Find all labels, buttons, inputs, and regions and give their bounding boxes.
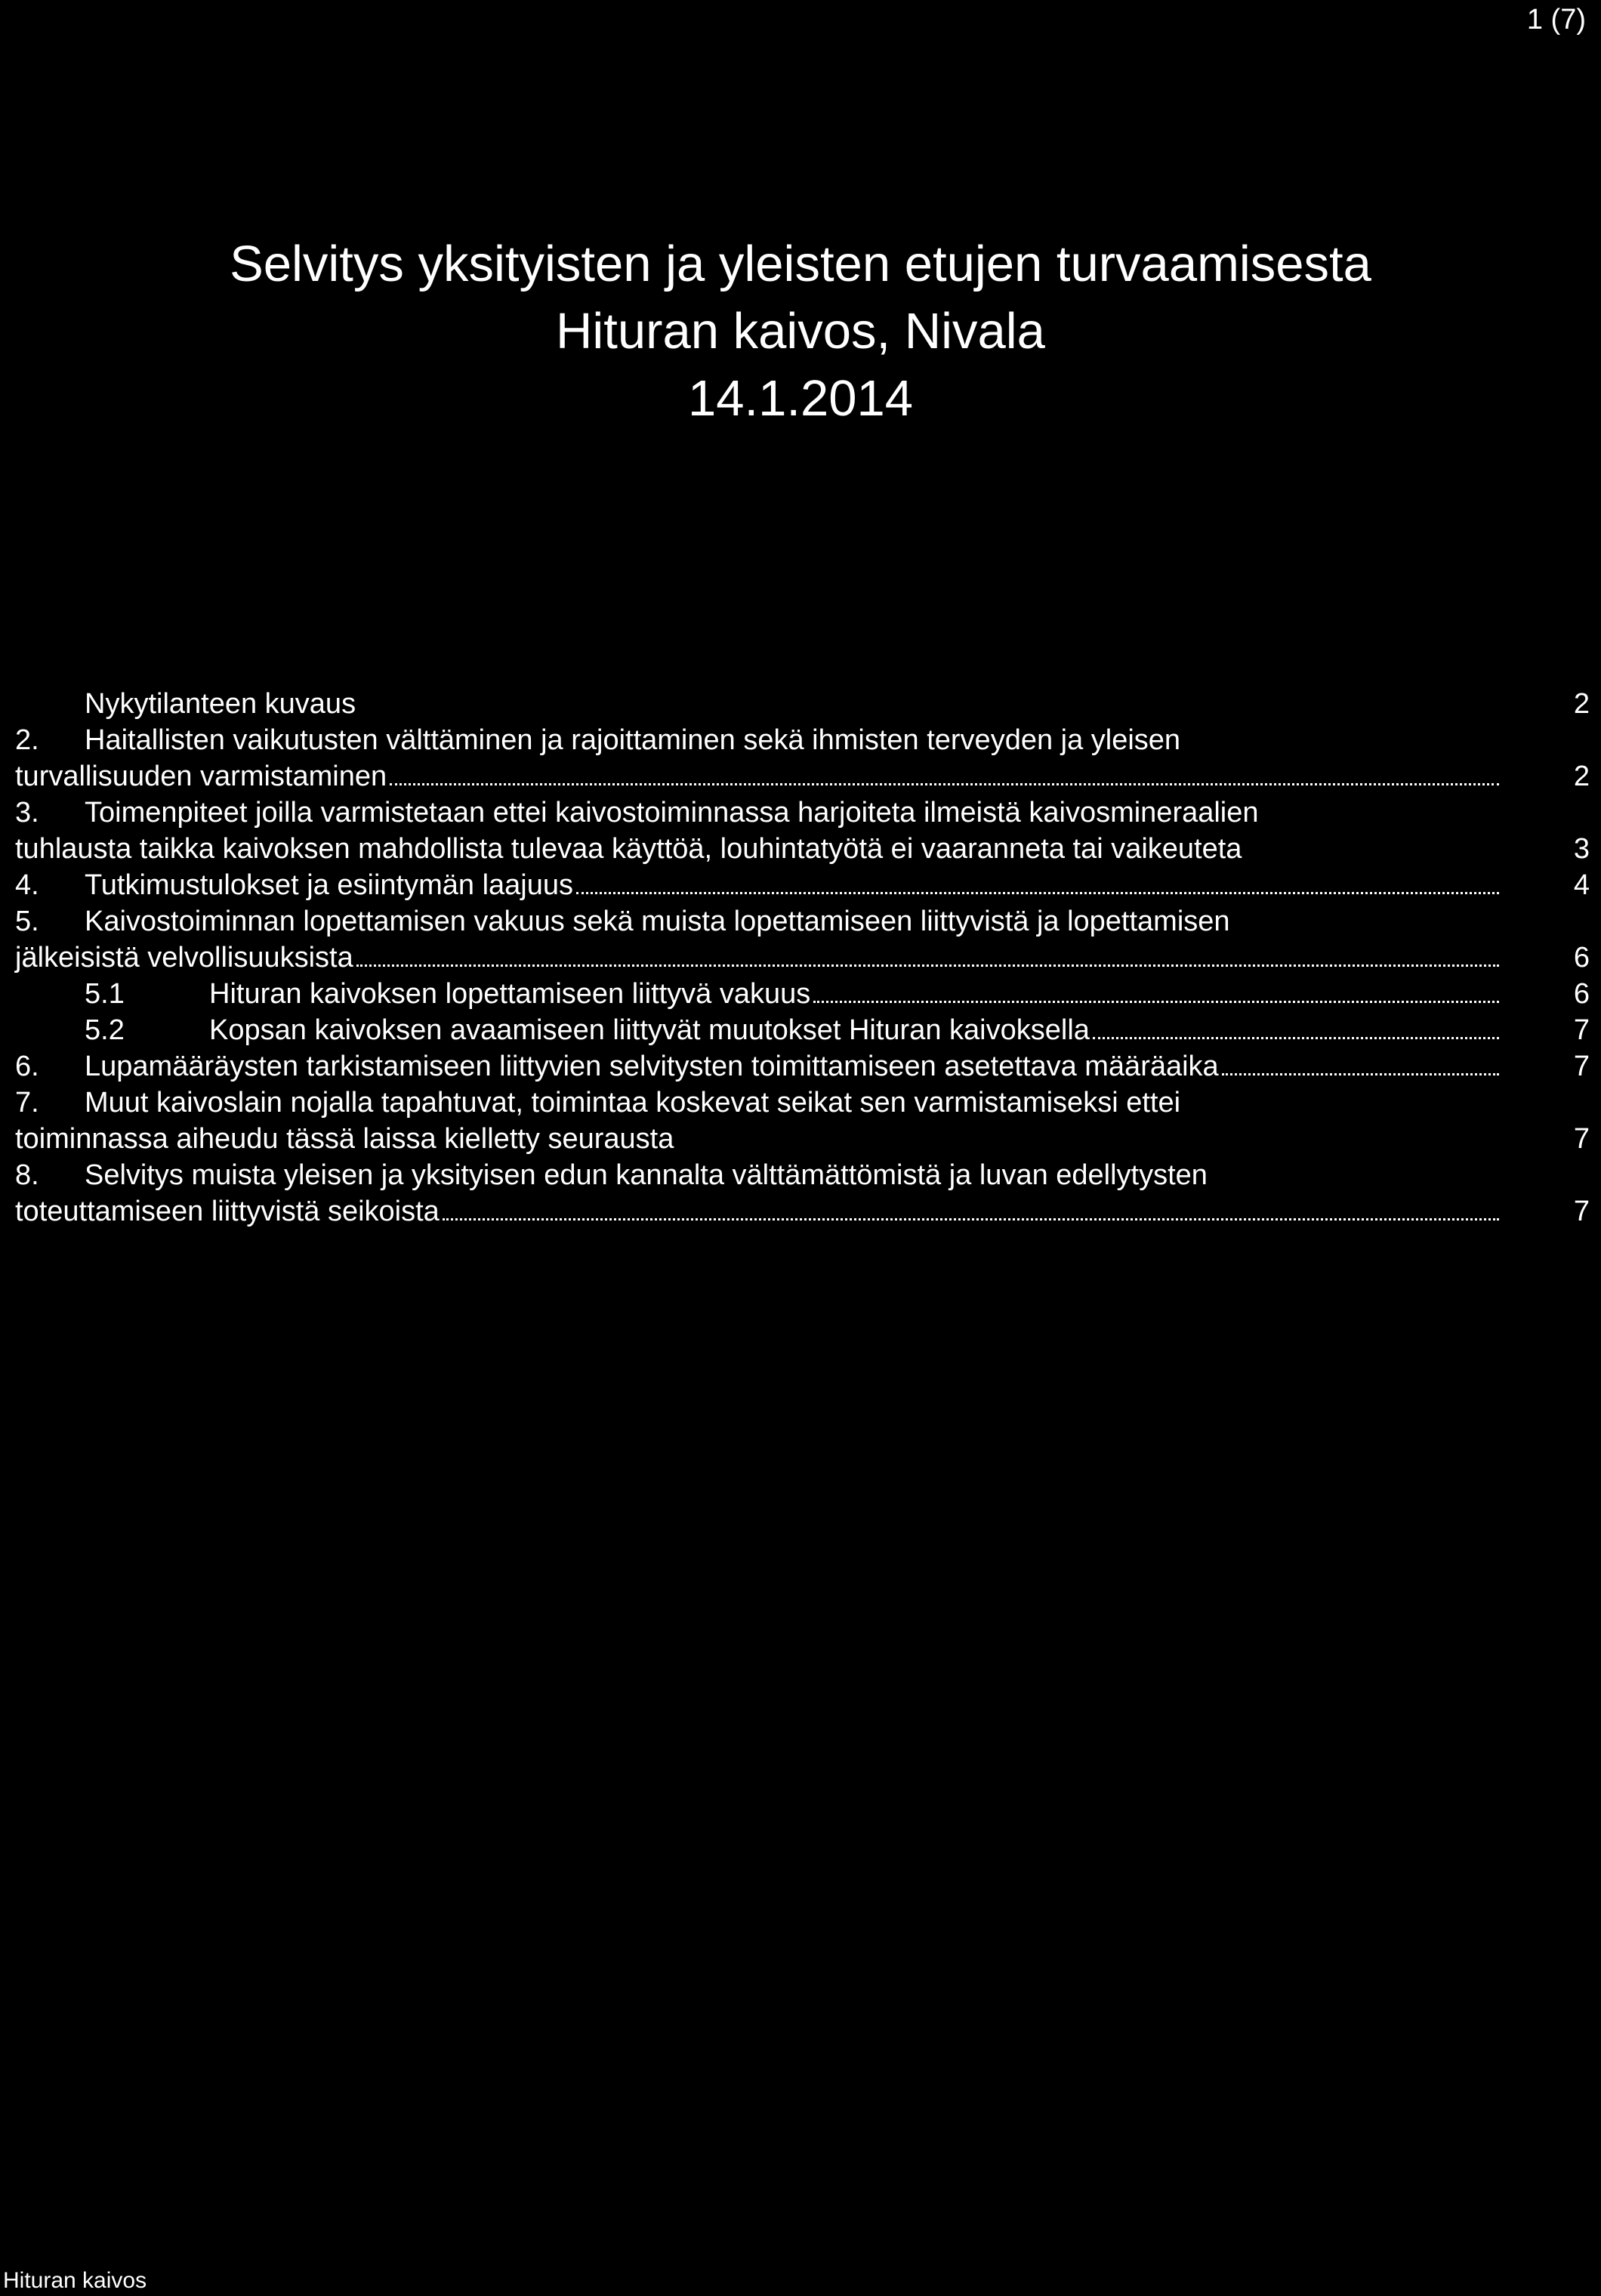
- toc-entry-title: Tutkimustulokset ja esiintymän laajuus: [85, 869, 573, 901]
- dot-leader: [576, 892, 1499, 894]
- toc-entry-number: 4.: [15, 869, 39, 901]
- toc-entry-8[interactable]: [15, 1157, 1590, 1230]
- toc-entry-number: 5.2: [85, 1014, 125, 1046]
- page-indicator: 1 (7): [1526, 4, 1586, 35]
- toc-entry-title: Selvitys muista yleisen ja yksityisen edun kannalta välttämättömistä ja luvan edellytysten: [85, 1159, 1208, 1191]
- toc-entry-title-continued: toiminnassa aiheudu tässä laissa kielletty seurausta: [15, 1123, 674, 1155]
- toc-entry-6[interactable]: [15, 1048, 1590, 1085]
- toc-entry-4[interactable]: [15, 867, 1590, 903]
- toc-entry-title: Nykytilanteen kuvaus: [85, 688, 356, 720]
- title-line-2: Hituran kaivos, Nivala: [556, 303, 1045, 360]
- toc-entry-title-continued: turvallisuuden varmistaminen: [15, 761, 387, 792]
- toc-entry-title-continued: toteuttamiseen liittyvistä seikoista: [15, 1196, 440, 1227]
- toc-entry-page: 7: [1573, 1196, 1590, 1227]
- toc-entry-title-continued: tuhlausta taikka kaivoksen mahdollista tulevaa käyttöä, louhintatyötä ei vaaranneta tai vaikeuteta: [15, 833, 1242, 865]
- toc-entry-page: 6: [1573, 978, 1590, 1010]
- toc-entry-page: 7: [1573, 1123, 1590, 1155]
- toc-entry-page: 3: [1573, 833, 1590, 865]
- toc-entry-title: Lupamääräysten tarkistamiseen liittyvien selvitysten toimittamiseen asetettava määräaika: [85, 1051, 1219, 1082]
- toc-entry-title: Kopsan kaivoksen avaamiseen liittyvät muutokset Hituran kaivoksella: [209, 1014, 1090, 1046]
- toc-entry-page: 4: [1573, 869, 1590, 901]
- toc-entry-title: Hituran kaivoksen lopettamiseen liittyvä vakuus: [209, 978, 811, 1010]
- toc-entry-number: 6.: [15, 1051, 39, 1082]
- dot-leader: [813, 1001, 1499, 1003]
- toc-entry-5[interactable]: [15, 903, 1590, 976]
- toc-entry-title-continued: jälkeisistä velvollisuuksista: [15, 942, 353, 974]
- toc-entry-page: 2: [1573, 761, 1590, 792]
- dot-leader: [356, 964, 1499, 967]
- toc-entry-page: 2: [1573, 688, 1590, 720]
- toc-entry-number: 5.: [15, 906, 39, 937]
- table-of-contents: [15, 686, 1590, 1230]
- dot-leader: [390, 783, 1499, 785]
- toc-entry-2[interactable]: [15, 722, 1590, 795]
- toc-entry-page: 7: [1573, 1014, 1590, 1046]
- footer-text: Hituran kaivos: [3, 2268, 147, 2293]
- toc-entry-number: 8.: [15, 1159, 39, 1191]
- toc-entry-title: Haitallisten vaikutusten välttäminen ja rajoittaminen sekä ihmisten terveyden ja yleisen: [85, 724, 1181, 756]
- title-line-3: 14.1.2014: [687, 370, 914, 427]
- toc-entry-page: 6: [1573, 942, 1590, 974]
- toc-entry-number: 3.: [15, 797, 39, 829]
- title-line-1: Selvitys yksityisten ja yleisten etujen turvaamisesta: [230, 236, 1371, 292]
- dot-leader: [443, 1218, 1499, 1221]
- toc-entry-title: Muut kaivoslain nojalla tapahtuvat, toimintaa koskevat seikat sen varmistamiseksi ettei: [85, 1087, 1181, 1119]
- toc-entry-7[interactable]: [15, 1085, 1590, 1157]
- toc-entry-title: Toimenpiteet joilla varmistetaan ettei kaivostoiminnassa harjoiteta ilmeistä kaivosmineraalien: [85, 797, 1259, 829]
- dot-leader: [1222, 1073, 1499, 1075]
- toc-entry-5-2[interactable]: [15, 1012, 1590, 1048]
- toc-entry-title: Kaivostoiminnan lopettamisen vakuus sekä muista lopettamiseen liittyvistä ja lopettamisen: [85, 906, 1230, 937]
- toc-entry-3[interactable]: [15, 795, 1590, 867]
- toc-entry-5-1[interactable]: [15, 976, 1590, 1012]
- toc-entry-page: 7: [1573, 1051, 1590, 1082]
- toc-entry-1[interactable]: [15, 686, 1590, 722]
- toc-entry-number: 5.1: [85, 978, 125, 1010]
- document-title: [0, 230, 1601, 432]
- toc-entry-number: 7.: [15, 1087, 39, 1119]
- dot-leader: [1093, 1037, 1499, 1039]
- toc-entry-number: 2.: [15, 724, 39, 756]
